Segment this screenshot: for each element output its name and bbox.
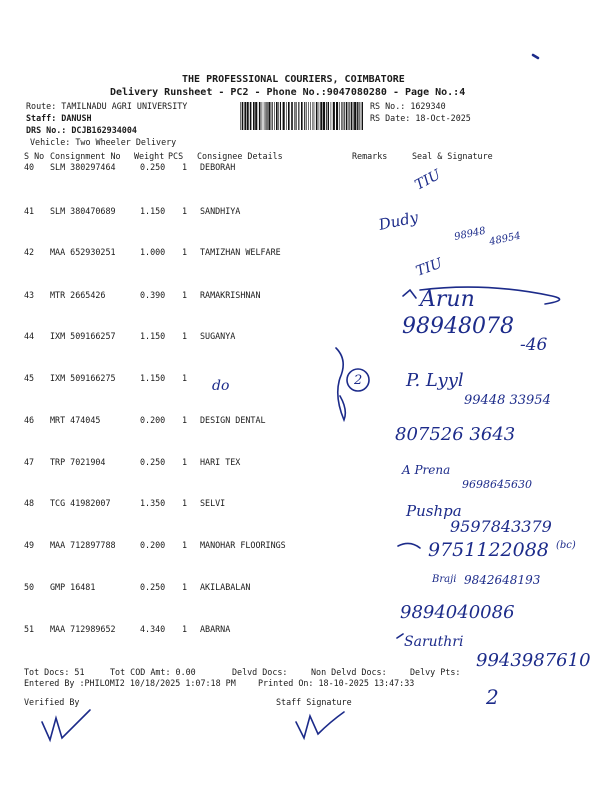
row-sno: 51 — [24, 624, 35, 634]
row-consignee: SUGANYA — [200, 331, 236, 341]
hw-row42-mark: TIU — [413, 255, 445, 280]
row-weight: 0.200 — [140, 415, 166, 425]
row-consignment: MAA 652930251 — [50, 247, 116, 257]
row-pcs: 1 — [182, 206, 188, 216]
row-weight: 1.150 — [140, 373, 166, 383]
total-docs: Tot Docs: 51 — [24, 667, 85, 677]
hw-row43-phone: 98948078 — [402, 314, 514, 339]
hw-row49-note: (bc) — [556, 540, 576, 551]
col-consignee: Consignee Details — [197, 151, 283, 161]
row-sno: 50 — [24, 582, 35, 592]
row-pcs: 1 — [182, 162, 188, 172]
hw-row41-num1: 98948 — [453, 225, 487, 243]
row-weight: 0.250 — [140, 162, 166, 172]
rs-number: RS No.: 1629340 — [370, 101, 446, 111]
row-pcs: 1 — [182, 498, 188, 508]
row-weight: 1.350 — [140, 498, 166, 508]
row-weight: 0.250 — [140, 582, 166, 592]
row-sno: 43 — [24, 290, 35, 300]
row-sno: 45 — [24, 373, 35, 383]
staff-signature — [296, 712, 344, 738]
hw-row47-phone: 9698645630 — [462, 478, 532, 491]
row-consignment: IXM 509166257 — [50, 331, 116, 341]
row-sno: 47 — [24, 457, 35, 467]
col-consignment: Consignment No — [50, 151, 121, 161]
row-weight: 0.250 — [140, 457, 166, 467]
entered-by: Entered By :PHILOMI2 10/18/2025 1:07:18 PM — [24, 678, 236, 688]
row-weight: 0.390 — [140, 290, 166, 300]
delivery-points: Delvy Pts: — [410, 667, 461, 677]
hw-row51-phone: 9943987610 — [476, 650, 591, 671]
row-sno: 42 — [24, 247, 35, 257]
hw-row41-num2: 48954 — [488, 230, 522, 248]
row-pcs: 1 — [182, 457, 188, 467]
row-consignment: MAA 712897788 — [50, 540, 116, 550]
hw-row51-mark — [397, 634, 403, 638]
staff-label: Staff: DANUSH — [26, 113, 92, 123]
hw-row41-name: Dudy — [377, 208, 420, 234]
hw-total-mark: 2 — [486, 685, 499, 709]
row-consignment: MAA 712989652 — [50, 624, 116, 634]
col-pcs: PCS — [168, 151, 184, 161]
row-weight: 4.340 — [140, 624, 166, 634]
hw-row45-phone: 99448 33954 — [464, 393, 551, 408]
runsheet-subtitle: Delivery Runsheet - PC2 - Phone No.:9047080280 - Page No.:4 — [110, 87, 466, 98]
hw-row48-name: Pushpa — [406, 502, 462, 520]
row-pcs: 1 — [182, 290, 188, 300]
row-weight: 0.200 — [140, 540, 166, 550]
row-pcs: 1 — [182, 373, 188, 383]
row-consignment: SLM 380297464 — [50, 162, 116, 172]
verified-by-label: Verified By — [24, 697, 80, 707]
row-consignment: TRP 7021904 — [50, 457, 106, 467]
row-sno: 41 — [24, 206, 35, 216]
hw-row50-phone2: 9894040086 — [400, 602, 515, 623]
row-consignment: IXM 509166275 — [50, 373, 116, 383]
row-weight: 1.000 — [140, 247, 166, 257]
row-weight: 1.150 — [140, 331, 166, 341]
row-consignment: GMP 16481 — [50, 582, 96, 592]
row-consignee: TAMIZHAN WELFARE — [200, 247, 281, 257]
non-delivered-docs: Non Delvd Docs: — [311, 667, 387, 677]
row-sno: 49 — [24, 540, 35, 550]
row-pcs: 1 — [182, 624, 188, 634]
hw-row43-caret — [403, 290, 416, 298]
row-consignee: HARI TEX — [200, 457, 241, 467]
row-consignee: ABARNA — [200, 624, 231, 634]
hw-row43-name: Arun — [420, 287, 475, 312]
row-consignee: SELVI — [200, 498, 226, 508]
delivered-docs: Delvd Docs: — [232, 667, 288, 677]
ink-dot — [533, 55, 538, 58]
row-consignment: TCG 41982007 — [50, 498, 111, 508]
row-consignment: MRT 474045 — [50, 415, 101, 425]
route-label: Route: TAMILNADU AGRI UNIVERSITY — [26, 101, 188, 111]
row-sno: 40 — [24, 162, 35, 172]
row-pcs: 1 — [182, 331, 188, 341]
printed-on: Printed On: 18-10-2025 13:47:33 — [258, 678, 415, 688]
row-weight: 1.150 — [140, 206, 166, 216]
row-pcs: 1 — [182, 540, 188, 550]
vehicle-label: Vehicle: Two Wheeler Delivery — [30, 137, 177, 147]
row-sno: 44 — [24, 331, 35, 341]
staff-signature-label: Staff Signature — [276, 697, 352, 707]
hw-row45-circled: 2 — [354, 373, 363, 388]
row-consignee: RAMAKRISHNAN — [200, 290, 261, 300]
row-consignee: MANOHAR FLOORINGS — [200, 540, 286, 550]
hw-row45-name: P. Lyyl — [406, 370, 464, 391]
hw-row50-name: Braji — [432, 574, 457, 585]
company-name: THE PROFESSIONAL COURIERS, COIMBATORE — [182, 74, 405, 85]
row-consignee: AKILABALAN — [200, 582, 251, 592]
col-seal: Seal & Signature — [412, 151, 493, 161]
row-consignee: DEBORAH — [200, 162, 236, 172]
drs-label: DRS No.: DCJB162934004 — [26, 125, 137, 135]
total-cod: Tot COD Amt: 0.00 — [110, 667, 196, 677]
row-consignment: SLM 380470689 — [50, 206, 116, 216]
row-pcs: 1 — [182, 247, 188, 257]
row-consignee: DESIGN DENTAL — [200, 415, 266, 425]
hw-row47-name: A Prena — [402, 463, 451, 477]
row-sno: 48 — [24, 498, 35, 508]
hw-row43-suffix: -46 — [520, 335, 548, 355]
row-pcs: 1 — [182, 582, 188, 592]
hw-row48-phone: 9597843379 — [450, 517, 552, 536]
hw-bracket — [336, 348, 345, 420]
hw-row50-phone1: 9842648193 — [464, 573, 541, 587]
hw-row45-ditto: do — [212, 378, 230, 394]
row-sno: 46 — [24, 415, 35, 425]
col-remarks: Remarks — [352, 151, 388, 161]
col-weight: Weight — [134, 151, 165, 161]
hw-row40-mark: TIU — [412, 166, 444, 194]
hw-row51-name: Saruthri — [404, 634, 464, 650]
row-consignment: MTR 2665426 — [50, 290, 106, 300]
verified-signature — [42, 710, 90, 740]
hw-row49-strike — [398, 543, 420, 548]
hw-row46-phone: 807526 3643 — [395, 424, 516, 445]
col-sno: S No — [24, 151, 45, 161]
hw-row49-phone: 9751122088 — [428, 539, 549, 561]
row-pcs: 1 — [182, 415, 188, 425]
row-consignee: SANDHIYA — [200, 206, 241, 216]
rs-date: RS Date: 18-Oct-2025 — [370, 113, 471, 123]
